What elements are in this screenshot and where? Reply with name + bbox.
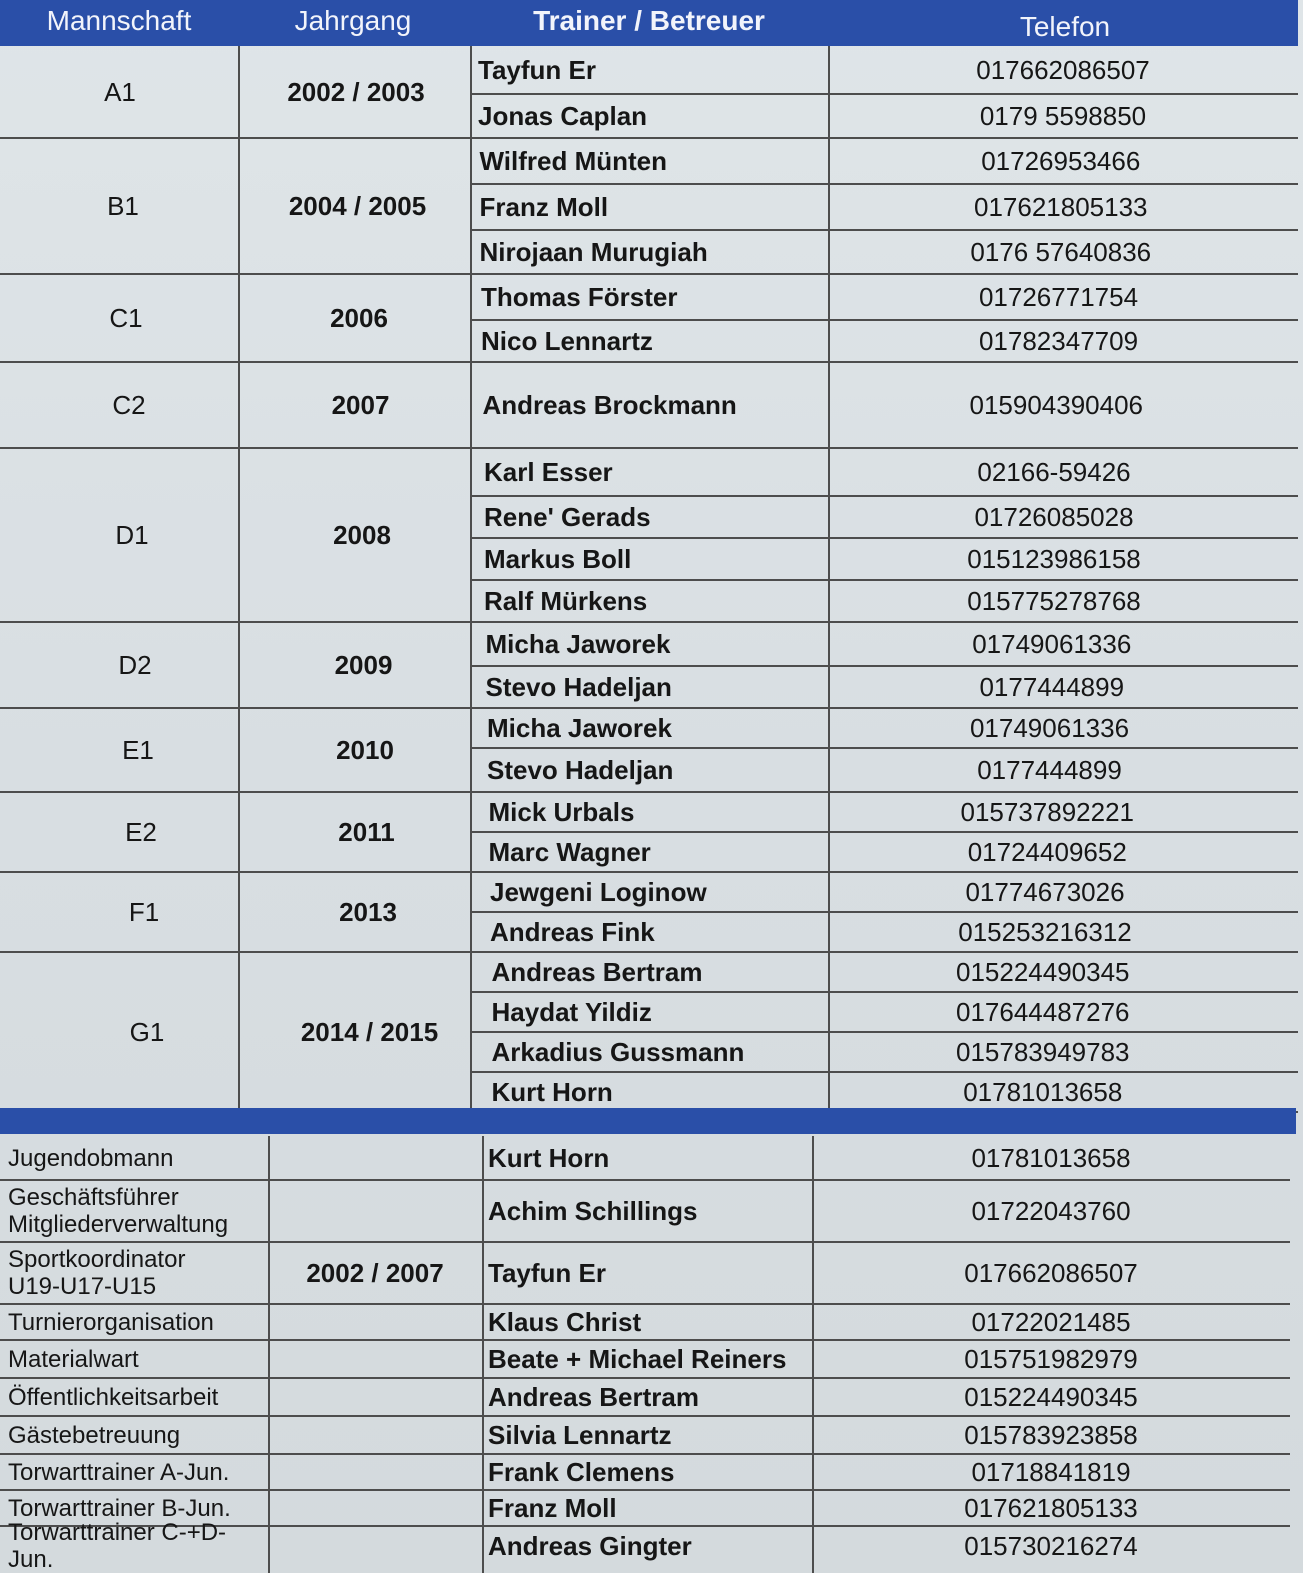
trainer-name: Ralf Mürkens — [484, 585, 648, 616]
trainer-name: Stevo Hadeljan — [487, 754, 674, 785]
column-divider — [238, 46, 240, 1108]
team-year: 2004 / 2005 — [288, 190, 427, 221]
staff-phone: 015751982979 — [964, 1343, 1138, 1374]
staff-phone: 01781013658 — [971, 1142, 1131, 1173]
staff-phone: 015224490345 — [964, 1381, 1138, 1412]
trainer-name: Jewgeni Loginow — [490, 876, 707, 907]
trainer-phone: 015783949783 — [955, 1036, 1130, 1067]
staff-phone: 015730216274 — [964, 1530, 1138, 1561]
trainer-name: Nirojaan Murugiah — [479, 236, 708, 267]
trainer-name: Andreas Brockmann — [482, 389, 737, 420]
trainer-name: Karl Esser — [484, 456, 613, 487]
staff-role: Gästebetreuung — [8, 1421, 181, 1449]
column-divider — [828, 46, 830, 1108]
header-trainer: Trainer / Betreuer — [533, 5, 765, 36]
staff-year: 2002 / 2007 — [306, 1257, 444, 1288]
trainer-phone: 015775278768 — [967, 585, 1141, 616]
staff-column-divider — [482, 1136, 484, 1573]
trainer-phone: 015224490345 — [955, 956, 1130, 987]
team-year: 2007 — [331, 389, 390, 420]
staff-name: Frank Clemens — [488, 1456, 675, 1487]
trainer-phone: 015904390406 — [969, 389, 1144, 420]
staff-role: Öffentlichkeitsarbeit — [8, 1383, 219, 1411]
trainer-name: Andreas Fink — [490, 916, 655, 947]
trainer-phone: 0176 57640836 — [970, 236, 1152, 267]
trainer-name: Andreas Bertram — [491, 956, 703, 987]
staff-name: Andreas Gingter — [488, 1530, 692, 1561]
trainer-name: Stevo Hadeljan — [485, 671, 672, 702]
trainer-phone: 01781013658 — [963, 1076, 1123, 1107]
team-year: 2008 — [333, 519, 391, 550]
team-year: 2011 — [338, 816, 395, 847]
team-name: D1 — [115, 519, 149, 550]
team-name: G1 — [129, 1016, 165, 1047]
staff-role: Torwarttrainer B-Jun. — [8, 1494, 231, 1522]
team-name: E2 — [125, 816, 157, 847]
staff-phone: 015783923858 — [964, 1419, 1138, 1450]
staff-phone: 01722021485 — [971, 1306, 1131, 1337]
staff-column-divider — [812, 1136, 814, 1573]
staff-name: Tayfun Er — [488, 1257, 606, 1288]
staff-role: Materialwart — [8, 1345, 139, 1373]
trainer-phone: 017621805133 — [973, 191, 1148, 222]
team-name: C1 — [109, 302, 143, 333]
trainer-phone: 02166-59426 — [977, 456, 1131, 487]
trainer-name: Mick Urbals — [488, 796, 635, 827]
trainer-phone: 01726085028 — [974, 501, 1134, 532]
trainer-phone: 0179 5598850 — [979, 100, 1147, 131]
trainer-phone: 015737892221 — [960, 796, 1135, 827]
staff-name: Klaus Christ — [488, 1306, 642, 1337]
trainer-phone: 01724409652 — [967, 836, 1127, 867]
trainer-name: Haydat Yildiz — [491, 996, 652, 1027]
trainer-name: Tayfun Er — [478, 54, 596, 85]
trainer-phone: 0177444899 — [979, 671, 1125, 702]
trainer-name: Wilfred Münten — [479, 145, 668, 176]
trainer-phone: 01749061336 — [972, 628, 1132, 659]
trainer-name: Marc Wagner — [488, 836, 651, 867]
team-year: 2013 — [339, 896, 397, 927]
trainer-phone: 015123986158 — [967, 543, 1141, 574]
trainer-name: Kurt Horn — [491, 1076, 613, 1107]
team-name: C2 — [112, 389, 146, 420]
staff-name: Beate + Michael Reiners — [488, 1343, 787, 1374]
team-name: F1 — [128, 896, 160, 927]
trainer-name: Micha Jaworek — [487, 712, 672, 743]
header-team: Mannschaft — [46, 5, 192, 36]
trainer-phone: 01749061336 — [969, 712, 1130, 743]
header-phone: Telefon — [1019, 11, 1111, 42]
trainer-phone: 017644487276 — [955, 996, 1130, 1027]
trainer-name: Rene' Gerads — [484, 501, 651, 532]
trainer-name: Thomas Förster — [481, 281, 678, 312]
trainer-name: Jonas Caplan — [478, 100, 648, 131]
staff-role: Torwarttrainer C-+D-Jun. — [8, 1519, 227, 1573]
trainer-name: Arkadius Gussmann — [491, 1036, 745, 1067]
column-divider — [470, 46, 472, 1108]
team-year: 2014 / 2015 — [300, 1016, 439, 1047]
team-name: A1 — [104, 76, 136, 107]
trainer-phone: 017662086507 — [976, 54, 1150, 85]
staff-name: Franz Moll — [488, 1492, 617, 1523]
trainer-phone: 0177444899 — [977, 754, 1122, 785]
staff-name: Kurt Horn — [488, 1142, 610, 1173]
team-name: D2 — [118, 649, 152, 680]
trainer-name: Nico Lennartz — [481, 325, 653, 356]
trainer-name: Micha Jaworek — [485, 628, 671, 659]
staff-name: Achim Schillings — [488, 1195, 698, 1226]
staff-name: Andreas Bertram — [488, 1381, 699, 1412]
staff-name: Silvia Lennartz — [488, 1419, 672, 1450]
team-year: 2002 / 2003 — [287, 76, 425, 107]
team-name: E1 — [122, 734, 154, 765]
trainer-phone: 01782347709 — [978, 325, 1139, 356]
staff-phone: 017621805133 — [964, 1492, 1138, 1523]
trainer-name: Franz Moll — [479, 191, 609, 222]
trainer-phone: 01726953466 — [981, 145, 1141, 176]
header-year: Jahrgang — [294, 5, 412, 36]
trainer-phone: 01726771754 — [978, 281, 1139, 312]
team-name: B1 — [107, 190, 139, 221]
trainer-phone: 015253216312 — [958, 916, 1132, 947]
staff-role: Torwarttrainer A-Jun. — [8, 1458, 230, 1486]
team-year: 2006 — [330, 302, 388, 333]
team-year: 2009 — [334, 649, 393, 680]
staff-phone: 017662086507 — [964, 1257, 1138, 1288]
staff-role: Jugendobmann — [8, 1144, 174, 1172]
trainer-phone: 01774673026 — [965, 876, 1125, 907]
staff-role: Geschäftsführer Mitgliederverwaltung — [8, 1184, 229, 1238]
staff-role: Turnierorganisation — [8, 1308, 214, 1336]
staff-phone: 01718841819 — [971, 1456, 1131, 1487]
trainer-name: Markus Boll — [484, 543, 632, 574]
team-year: 2010 — [336, 734, 394, 765]
staff-phone: 01722043760 — [971, 1195, 1131, 1226]
staff-column-divider — [268, 1136, 270, 1573]
staff-role: Sportkoordinator U19-U17-U15 — [8, 1246, 186, 1300]
section-divider-bar — [0, 1108, 1296, 1134]
